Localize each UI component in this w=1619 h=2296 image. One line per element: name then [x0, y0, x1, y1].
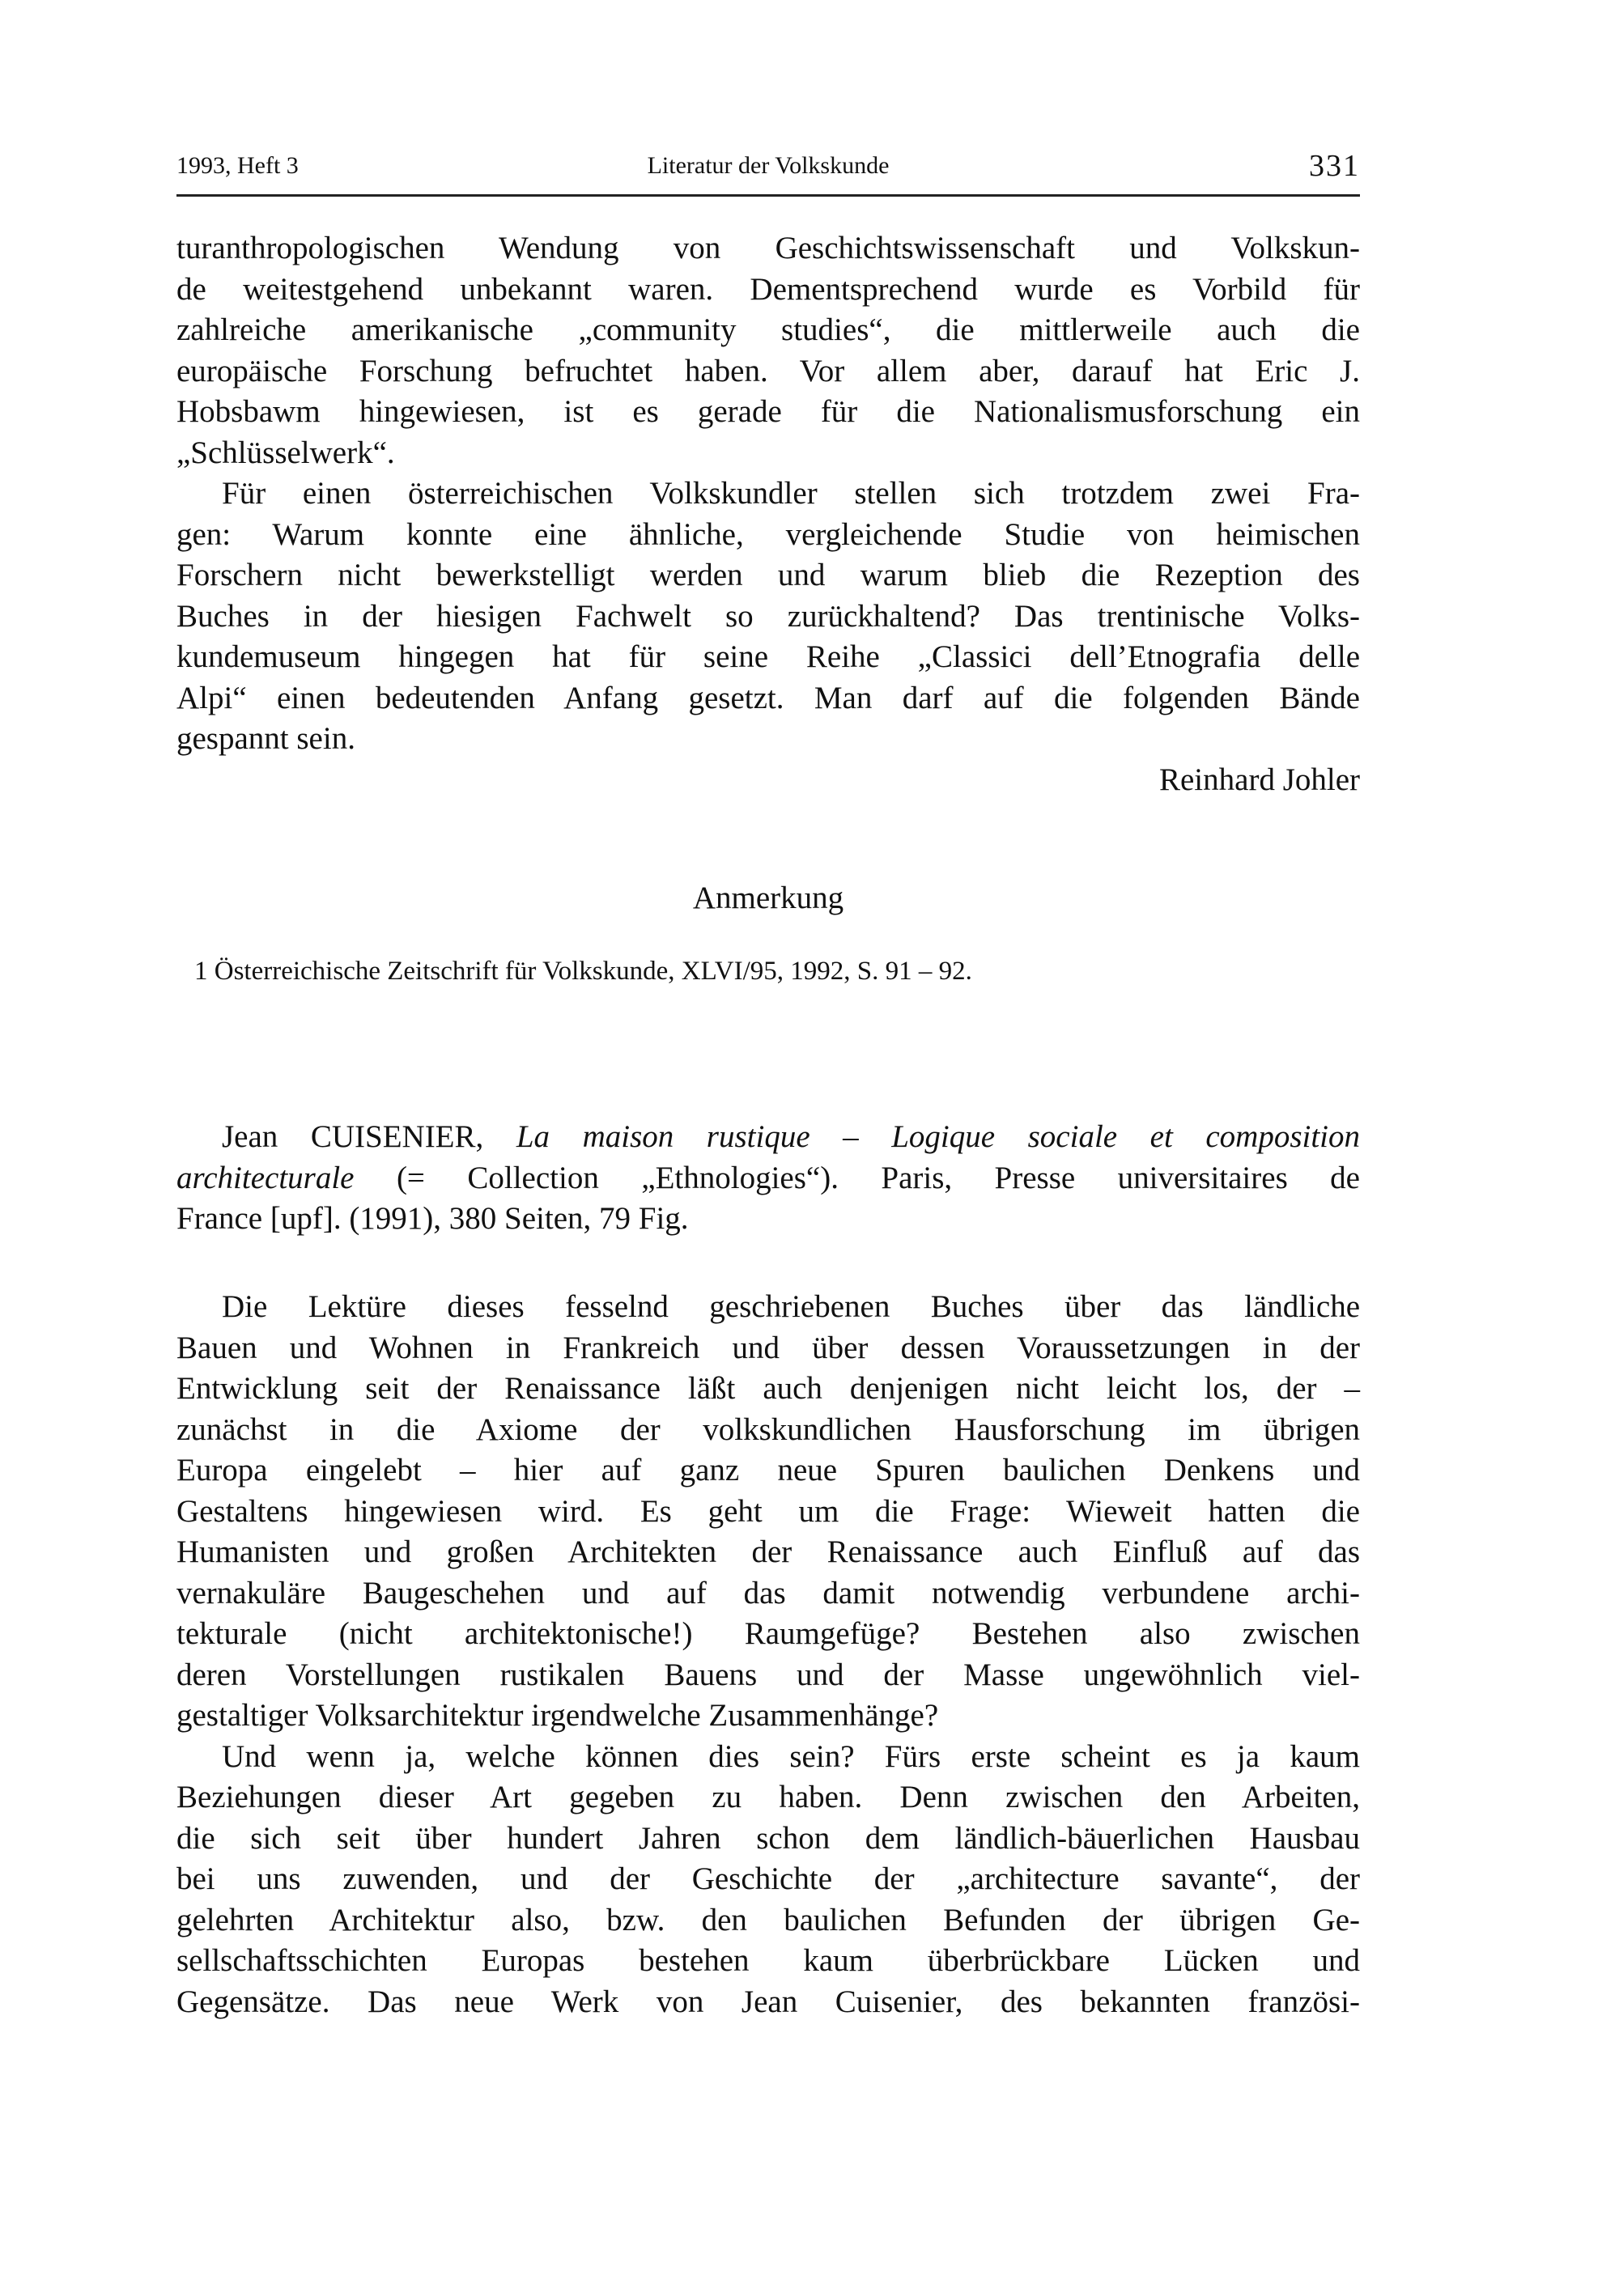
- text-line: deren Vorstellungen rustikalen Bauens und der Masse ungewöhnlich viel-: [176, 1657, 1360, 1692]
- text-line: Gestaltens hingewiesen wird. Es geht um die Frage: Wieweit hatten die: [176, 1493, 1360, 1529]
- text-line: europäische Forschung befruchtet haben. Vor allem aber, darauf hat Eric J.: [176, 353, 1360, 388]
- review1-body: [176, 228, 1360, 800]
- review2-paragraph-1: [176, 1287, 1360, 1737]
- text-line: kundemuseum hingegen hat für seine Reihe „Classici dell’Etnografia delle: [176, 639, 1360, 674]
- book-series-publisher: (= Collection „Ethnologies“). Paris, Presse universitaires de: [396, 1160, 1360, 1195]
- text-line: Europa eingelebt – hier auf ganz neue Spuren baulichen Denkens und: [176, 1453, 1360, 1488]
- text-line: zunächst in die Axiome der volkskundlichen Hausforschung im übrigen: [176, 1411, 1360, 1447]
- review1-paragraph-2: [176, 473, 1360, 760]
- text-line: Und wenn ja, welche können dies sein? Fürs erste scheint es ja kaum: [222, 1738, 1360, 1774]
- text-line: Forschern nicht bewerkstelligt werden und warum blieb die Rezeption des: [176, 558, 1360, 592]
- text-line: Humanisten und großen Architekten der Renaissance auch Einfluß auf das: [176, 1534, 1360, 1569]
- book-title-part1: La maison rustique – Logique sociale et composition: [516, 1119, 1361, 1154]
- text-line: Bauen und Wohnen in Frankreich und über dessen Voraussetzungen in der: [176, 1330, 1360, 1365]
- text-line: turanthropologischen Wendung von Geschichtswissenschaft und Volkskun-: [176, 231, 1360, 265]
- review2-citation: [176, 1117, 1360, 1240]
- text-line: gestaltiger Volksarchitektur irgendwelche Zusammenhänge?: [176, 1698, 939, 1733]
- text-line: vernakuläre Baugeschehen und auf das damit notwendig verbundene archi-: [176, 1575, 1360, 1611]
- review2-body: [176, 1287, 1360, 2022]
- citation-line-1: [176, 1117, 1360, 1158]
- review2-paragraph-2: [176, 1737, 1360, 2023]
- page-number: 331: [1309, 149, 1360, 183]
- text-line: Für einen österreichischen Volkskundler stellen sich trotzdem zwei Fra-: [222, 476, 1360, 511]
- footnote-1: 1 Österreichische Zeitschrift für Volkskunde, XLVI/95, 1992, S. 91 – 92.: [194, 957, 972, 986]
- text-line: zahlreiche amerikanische „community studies“, die mittlerweile auch die: [176, 312, 1360, 347]
- issue-label: 1993, Heft 3: [176, 152, 299, 179]
- text-line: Die Lektüre dieses fesselnd geschriebenen Buches über das ländliche: [222, 1289, 1360, 1324]
- text-line: sellschaftsschichten Europas bestehen kaum überbrückbare Lücken und: [176, 1943, 1360, 1978]
- text-line: bei uns zuwenden, und der Geschichte der „architecture savante“, der: [176, 1861, 1360, 1896]
- review1-paragraph-1: [176, 228, 1360, 473]
- text-line: de weitestgehend unbekannt waren. Dementsprechend wurde es Vorbild für: [176, 271, 1360, 307]
- notes-heading: Anmerkung: [692, 881, 844, 915]
- text-line: tekturale (nicht architektonische!) Raumgefüge? Bestehen also zwischen: [176, 1616, 1360, 1651]
- journal-section-title: Literatur der Volkskunde: [647, 152, 890, 179]
- citation-line-2: [176, 1158, 1360, 1199]
- text-line: Beziehungen dieser Art gegeben zu haben. Denn zwischen den Arbeiten,: [176, 1780, 1360, 1814]
- text-line: Alpi“ einen bedeutenden Anfang gesetzt. Man darf auf die folgenden Bände: [176, 680, 1360, 715]
- text-line: gespannt sein.: [176, 721, 355, 756]
- text-line: gen: Warum konnte eine ähnliche, vergleichende Studie von heimischen: [176, 516, 1360, 552]
- text-line: die sich seit über hundert Jahren schon dem ländlich-bäuerlichen Hausbau: [176, 1820, 1360, 1856]
- text-line: „Schlüsselwerk“.: [176, 435, 395, 470]
- text-line: Gegensätze. Das neue Werk von Jean Cuisenier, des bekannten französi-: [176, 1984, 1360, 2019]
- text-line: gelehrten Architektur also, bzw. den baulichen Befunden der übrigen Ge-: [176, 1902, 1360, 1937]
- citation-line-3: France [upf]. (1991), 380 Seiten, 79 Fig.: [176, 1201, 689, 1236]
- running-head: [176, 146, 1360, 186]
- review1-author-signature: Reinhard Johler: [1158, 762, 1360, 797]
- text-line: Entwicklung seit der Renaissance läßt auch denjenigen nicht leicht los, der –: [176, 1371, 1360, 1406]
- text-line: Hobsbawm hingewiesen, ist es gerade für die Nationalismusforschung ein: [176, 394, 1360, 429]
- text-line: Buches in der hiesigen Fachwelt so zurückhaltend? Das trentinische Volks-: [176, 598, 1360, 634]
- book-author: Jean CUISENIER,: [222, 1119, 484, 1154]
- header-rule-divider: [176, 194, 1360, 197]
- book-title-part2: architecturale: [176, 1160, 355, 1195]
